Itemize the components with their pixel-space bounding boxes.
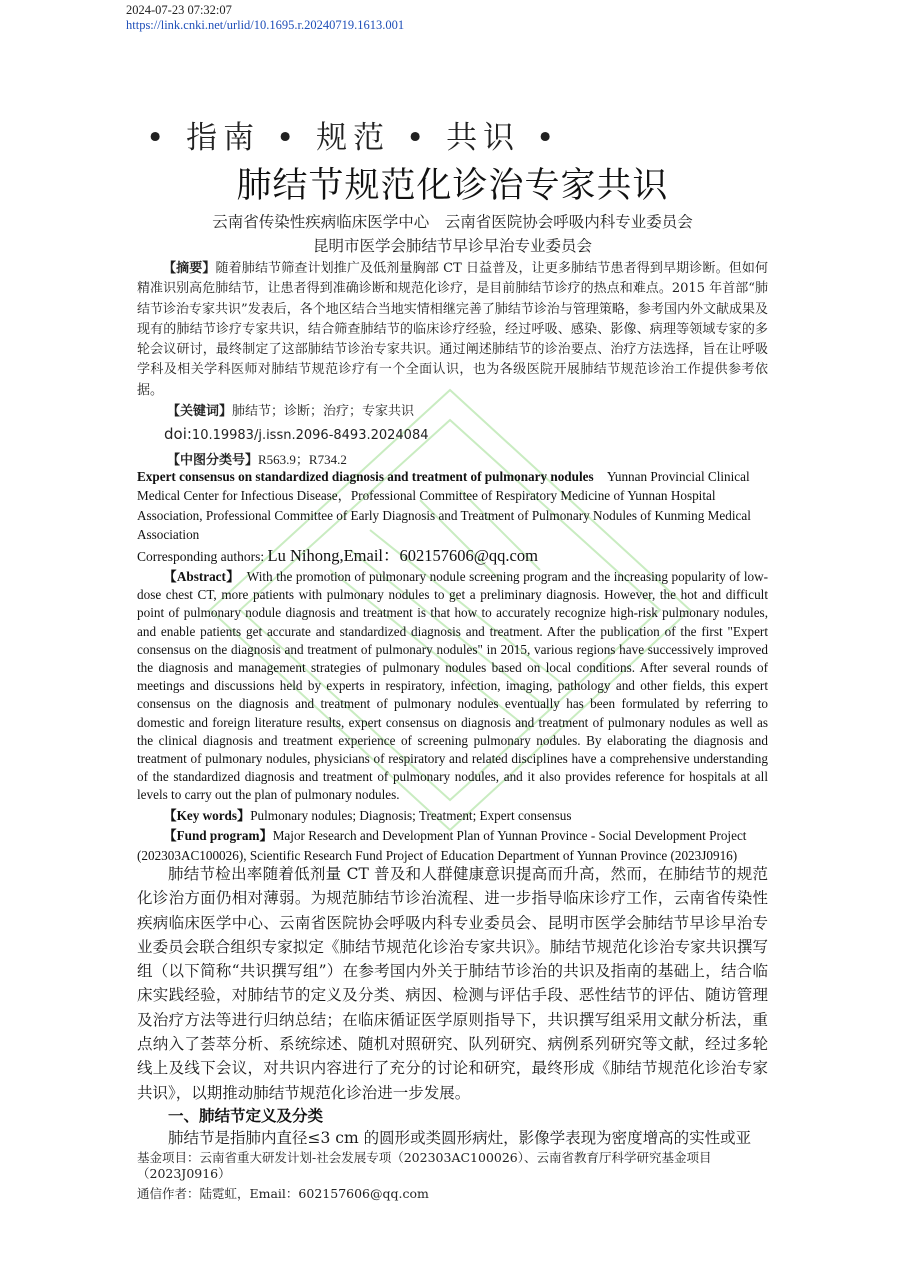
corr-label: Corresponding authors: bbox=[137, 549, 268, 564]
fund-en-label: 【Fund program】 bbox=[163, 828, 273, 843]
abstract-zh-text: 随着肺结节筛查计划推广及低剂量胸部 CT 日益普及，让更多肺结节患者得到早期诊断。但如何精准识别高危肺结节，让患者得到准确诊断和规范化诊疗，是目前肺结节诊疗的热点和难点。2015 年首部“肺结节诊治专家共识”发表后，各个地区结合当地实情相继完善了肺结节诊治与管理策略，参考国内外文献成果及现有的肺结节诊疗专家共识，结合筛查肺结节的临床诊疗经验，经过呼吸、感染、影像、病理等领域专家的多轮会议研讨，最终制定了这部肺结节诊治专家共识。通过阐述肺结节的诊治要点、治疗方法选择，旨在让呼吸学科及相关学科医师对肺结节规范诊疗有一个全面认识，也为各级医院开展肺结节规范诊治工作提供参考依据。 bbox=[137, 261, 768, 398]
classification-label: 【中图分类号】 bbox=[167, 453, 259, 468]
doi bbox=[164, 425, 429, 443]
corresponding-author-en bbox=[137, 542, 538, 566]
english-title: Expert consensus on standardized diagnosis and treatment of pulmonary nodules bbox=[137, 469, 594, 484]
doi-value: 10.19983/j.issn.2096-8493.2024084 bbox=[191, 428, 429, 443]
keywords-en-label: 【Key words】 bbox=[163, 808, 251, 823]
abstract-en-label: 【Abstract】 bbox=[163, 569, 240, 584]
doi-label: doi: bbox=[164, 425, 192, 443]
cnki-link[interactable]: https://link.cnki.net/urlid/10.1695.r.20240719.1613.001 bbox=[126, 18, 405, 32]
affiliation-line-1: 云南省传染性疾病临床医学中心 云南省医院协会呼吸内科专业委员会 bbox=[212, 213, 693, 231]
section-tag: • 指南 • 规范 • 共识 • bbox=[146, 120, 561, 156]
keywords-zh bbox=[167, 400, 414, 419]
classification-value: R563.9；R734.2 bbox=[258, 452, 347, 467]
online-timestamp: 2024-07-23 07:32:07 bbox=[126, 3, 232, 17]
keywords-zh-text: 肺结节；诊断；治疗；专家共识 bbox=[232, 404, 415, 419]
english-title-block bbox=[137, 467, 768, 544]
keywords-zh-label: 【关键词】 bbox=[167, 404, 233, 419]
affiliation-line-2: 昆明市医学会肺结节早诊早治专业委员会 bbox=[312, 237, 592, 255]
section-1-paragraph: 肺结节是指肺内直径≤3 cm 的圆形或类圆形病灶，影像学表现为密度增高的实性或亚 bbox=[168, 1129, 752, 1147]
section-heading-1: 一、肺结节定义及分类 bbox=[168, 1107, 324, 1125]
abstract-en bbox=[137, 568, 768, 805]
footnote-fund: 基金项目：云南省重大研发计划-社会发展专项（202303AC100026）、云南省教育厅科学研究基金项目（2023J0916） bbox=[137, 1150, 712, 1181]
english-affiliations: Yunnan Provincial Clinical Medical Center for Infectious Disease，Professional Committee of Respiratory Medicine of Yunnan Hospital Association, Professional Committee of Early Diagnosis and Treatment of Pulmonary Nodules of Kunming Medical Association bbox=[137, 469, 751, 542]
footnote-corresponding-author: 通信作者：陆霓虹，Email：602157606@qq.com bbox=[137, 1186, 429, 1201]
fund-en-text: Major Research and Development Plan of Yunnan Province - Social Development Project (202303AC100026), Scientific Research Fund Project of Education Department of Yunnan Province (2023J0916) bbox=[137, 828, 747, 863]
article-title: 肺结节规范化诊治专家共识 bbox=[236, 166, 669, 206]
keywords-en bbox=[137, 806, 768, 825]
abstract-en-text: With the promotion of pulmonary nodule screening program and the increasing popularity of low-dose chest CT, more patients with pulmonary nodules to get a preliminary diagnosis. However, the hot and difficult point of pulmonary nodule diagnosis and treatment is that how to accurately recognize high-risk pulmonary nodules, and enable patients get accurate and standardized diagnosis and treatment. After the publication of the first "Expert consensus on the diagnosis and treatment of pulmonary nodules" in 2015, various regions have successively improved the diagnosis and management strategies of pulmonary nodules based on local conditions. After several rounds of meetings and discussions held by experts in respiratory, infection, imaging, pathology and other fields, this expert consensus on the diagnosis and treatment of pulmonary nodules eventually has been formulated by referring to domestic and foreign literature results, expert consensus on diagnosis and treatment of pulmonary nodules as well as the clinical diagnosis and treatment experience of screening pulmonary nodules. By elaborating the diagnosis and treatment of pulmonary nodules, physicians of respiratory and related disciplines have a comprehensive understanding of the standardized diagnosis and treatment of pulmonary nodules, and it also provides reference for hospitals at all levels to carry out the plan of pulmonary nodules. bbox=[137, 569, 768, 803]
abstract-zh bbox=[137, 259, 768, 401]
classification-number bbox=[167, 449, 347, 468]
fund-program-en bbox=[137, 826, 768, 865]
abstract-zh-label: 【摘要】 bbox=[163, 261, 216, 276]
keywords-en-text: Pulmonary nodules; Diagnosis; Treatment; Expert consensus bbox=[250, 808, 572, 823]
introduction-paragraph: 肺结节检出率随着低剂量 CT 普及和人群健康意识提高而升高，然而，在肺结节的规范化诊治方面仍相对薄弱。为规范肺结节诊治流程、进一步指导临床诊疗工作，云南省传染性疾病临床医学中心、云南省医院协会呼吸内科专业委员会、昆明市医学会肺结节早诊早治专业委员会联合组织专家拟定《肺结节规范化诊治专家共识》。肺结节规范化诊治专家共识撰写组（以下简称“共识撰写组”）在参考国内外关于肺结节诊治的共识及指南的基础上，结合临床实践经验，对肺结节的定义及分类、病因、检测与评估手段、恶性结节的评估、随访管理及治疗方法等进行归纳总结；在临床循证医学原则指导下，共识撰写组采用文献分析法，重点纳入了荟萃分析、系统综述、随机对照研究、队列研究、病例系列研究等文献，经过多轮线上及线下会议，对共识内容进行了充分的讨论和研究，最终形成《肺结节规范化诊治专家共识》，以期推动肺结节规范化诊治进一步发展。 bbox=[137, 865, 768, 1102]
corr-value: Lu Nihong,Email：602157606@qq.com bbox=[267, 546, 538, 565]
